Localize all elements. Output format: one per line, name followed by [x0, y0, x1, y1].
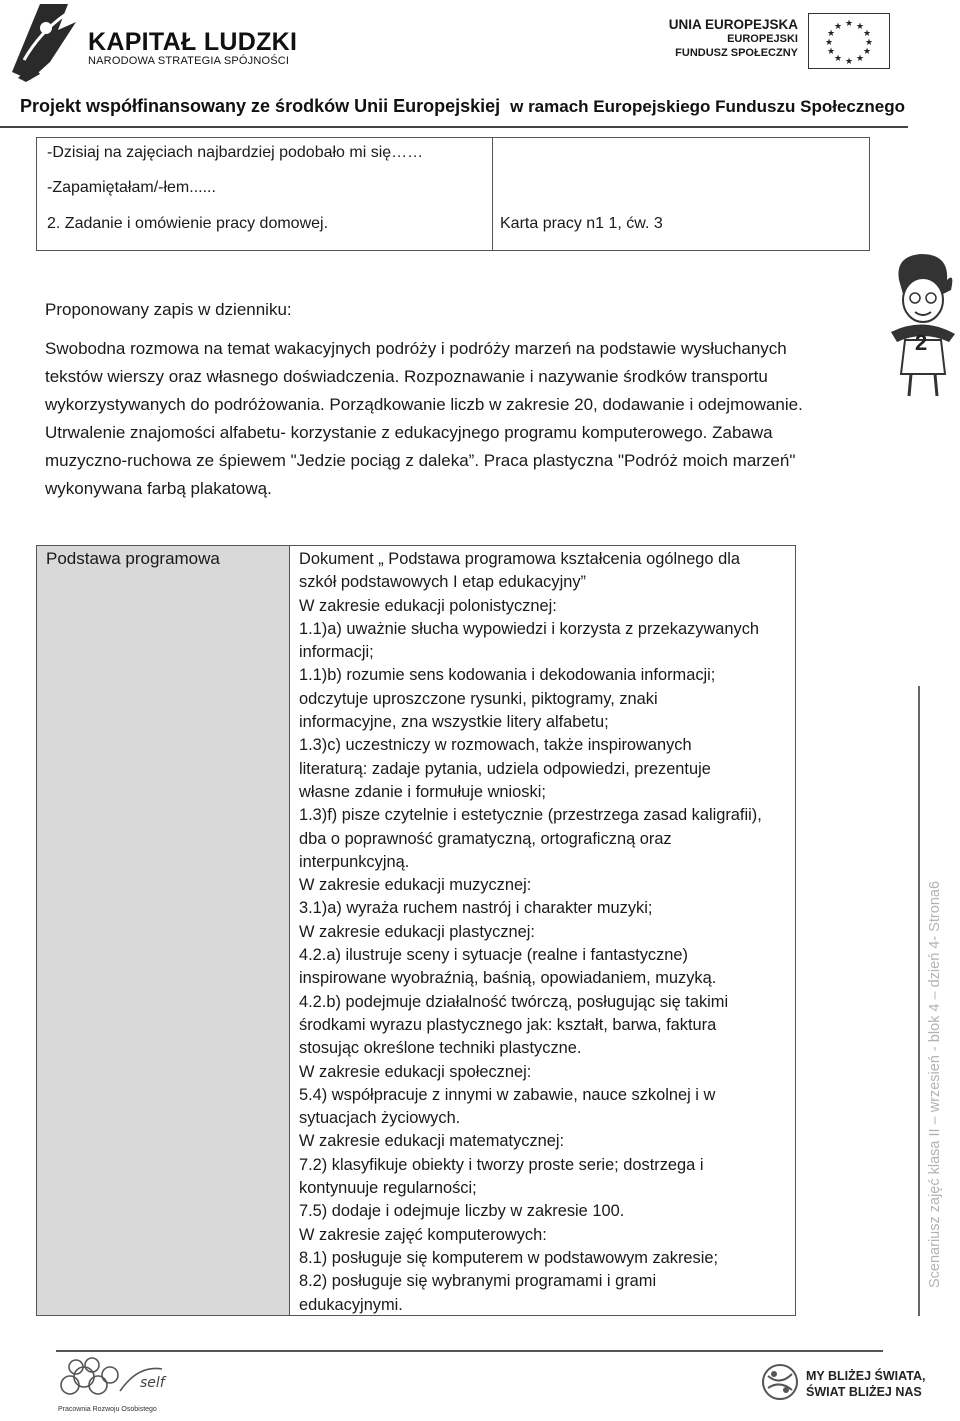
svg-text:★: ★	[862, 29, 872, 39]
brand-subtitle: NARODOWA STRATEGIA SPÓJNOŚCI	[88, 55, 290, 67]
curriculum-line: 5.4) współpracuje z innymi w zabawie, nauce szkolnej i w	[299, 1085, 716, 1104]
curriculum-line: 8.1) posługuje się komputerem w podstawowym zakresie;	[299, 1248, 719, 1267]
curriculum-line: kontynuuje regularności;	[299, 1179, 477, 1198]
svg-text:★: ★	[826, 47, 836, 57]
summary-line-3: 2. Zadanie i omówienie pracy domowej.	[47, 215, 329, 232]
curriculum-line: Dokument „ Podstawa programowa kształcenia ogólnego dla	[299, 550, 740, 568]
eu-line-3: FUNDUSZ SPOŁECZNY	[675, 47, 798, 59]
project-line-part-1: Projekt współfinansowany ze środków Unii Europejskiej	[20, 96, 501, 116]
curriculum-line: edukacyjnymi.	[299, 1295, 403, 1314]
curriculum-line: 7.2) klasyfikuje obiekty i tworzy proste serie; dostrzega i	[299, 1155, 704, 1174]
curriculum-line: 3.1)a) wyraża ruchem nastrój i charakter muzyki;	[299, 899, 653, 918]
svg-text:★: ★	[855, 54, 865, 64]
journal-line: Swobodna rozmowa na temat wakacyjnych podróży i podróży marzeń na podstawie wysłuchanych	[45, 339, 787, 358]
curriculum-table	[36, 545, 796, 1316]
campaign-slogan	[806, 1368, 925, 1400]
svg-text:★: ★	[855, 22, 865, 32]
curriculum-line: 7.5) dodaje i odejmuje liczby w zakresie 100.	[299, 1202, 625, 1221]
kapital-ludzki-logo	[10, 2, 78, 82]
journal-line: Utrwalenie znajomości alfabetu- korzystanie z edukacyjnego programu komputerowego. Zabawa	[45, 423, 773, 442]
svg-text:★: ★	[844, 57, 854, 67]
curriculum-line: literaturą: zadaje pytania, udziela odpowiedzi, prezentuje	[299, 759, 711, 778]
svg-text:★: ★	[833, 54, 843, 64]
curriculum-line: sytuacjach życiowych.	[299, 1109, 461, 1128]
project-cofinancing-line	[20, 96, 905, 117]
curriculum-line: W zakresie edukacji matematycznej:	[299, 1132, 565, 1151]
curriculum-line: środkami wyrazu plastycznego jak: kształt, barwa, faktura	[299, 1015, 717, 1034]
svg-text:self: self	[140, 1375, 165, 1391]
curriculum-line: W zakresie edukacji muzycznej:	[299, 876, 532, 895]
brand-title: KAPITAŁ LUDZKI	[88, 28, 298, 56]
curriculum-line: dba o poprawność gramatyczną, ortograficzną oraz	[299, 829, 672, 848]
summary-box-divider	[492, 138, 493, 250]
curriculum-line: inspirowane wyobraźnią, baśnią, opowiadaniem, muzyką.	[299, 969, 717, 988]
svg-text:★: ★	[844, 19, 854, 29]
side-divider	[918, 686, 920, 1316]
curriculum-line: 4.2.a) ilustruje sceny i sytuacje (realne i fantastyczne)	[299, 946, 688, 965]
curriculum-line: własne zdanie i formułuje wnioski;	[299, 782, 546, 801]
curriculum-line: W zakresie edukacji społecznej:	[299, 1062, 532, 1081]
curriculum-line: stosując określone techniki plastyczne.	[299, 1039, 582, 1058]
svg-text:★: ★	[862, 47, 872, 57]
journal-entry	[45, 335, 845, 503]
project-line-part-2: w ramach Europejskiego Funduszu Społecznego	[510, 97, 905, 116]
summary-line-1: -Dzisiaj na zajęciach najbardziej podobało mi się……	[47, 144, 424, 161]
curriculum-line: informacyjne, zna wszystkie litery alfabetu;	[299, 713, 609, 732]
curriculum-line: W zakresie zajęć komputerowych:	[299, 1225, 547, 1244]
eu-line-2: EUROPEJSKI	[727, 33, 798, 45]
mascot-number: 2	[915, 330, 928, 355]
globe-icon	[760, 1362, 800, 1402]
curriculum-line: 1.1)a) uważnie słucha wypowiedzi i korzysta z przekazywanych	[299, 619, 760, 638]
curriculum-line: 1.3)f) pisze czytelnie i estetycznie (przestrzega zasad kaligrafii),	[299, 806, 762, 825]
curriculum-line: 1.1)b) rozumie sens kodowania i dekodowania informacji;	[299, 666, 716, 685]
slogan-line-1: MY BLIŻEJ ŚWIATA,	[806, 1369, 926, 1383]
curriculum-line: 4.2.b) podejmuje działalność twórczą, posługując się takimi	[299, 992, 729, 1011]
svg-text:★: ★	[826, 29, 836, 39]
eu-fund-text	[669, 18, 798, 60]
journal-line: muzyczno-ruchowa ze śpiewem "Jedzie pociąg z daleka”. Praca plastyczna "Podróż moich marzeń"	[45, 451, 796, 470]
svg-text:★: ★	[864, 38, 874, 48]
worksheet-reference: Karta pracy n1 1, ćw. 3	[500, 215, 663, 232]
journal-line: wykonywana farbą plakatową.	[45, 479, 272, 498]
curriculum-line: odczytuje uproszczone rysunki, piktogramy, znaki	[299, 689, 658, 708]
eu-line-1: UNIA EUROPEJSKA	[668, 17, 798, 32]
curriculum-line: informacji;	[299, 643, 374, 662]
curriculum-line: szkół podstawowych I etap edukacyjny”	[299, 573, 586, 592]
journal-line: tekstów wierszy oraz własnego doświadczenia. Rozpoznawanie i nazywanie środków transportu	[45, 367, 768, 386]
summary-line-2: -Zapamiętałam/-łem......	[47, 179, 216, 196]
journal-line: wykorzystywanych do podróżowania. Porządkowanie liczb w zakresie 20, dodawanie i odejmowanie.	[45, 395, 803, 414]
footer-divider	[56, 1350, 883, 1352]
svg-text:★: ★	[833, 22, 843, 32]
curriculum-line: W zakresie edukacji polonistycznej:	[299, 596, 557, 615]
eu-flag-icon	[808, 13, 890, 69]
page-side-caption: Scenariusz zajęć klasa II – wrzesień - blok 4 – dzień 4- Strona6	[927, 880, 943, 1288]
curriculum-line: interpunkcyjną.	[299, 852, 410, 871]
side-caption-wrap	[921, 686, 949, 1316]
slogan-line-2: ŚWIAT BLIŻEJ NAS	[806, 1385, 922, 1399]
header-divider	[0, 126, 908, 128]
curriculum-content-cell	[299, 548, 791, 1317]
svg-text:★: ★	[824, 38, 834, 48]
mascot-illustration	[885, 250, 960, 400]
curriculum-line: 8.2) posługuje się wybranymi programami i grami	[299, 1272, 657, 1291]
summary-box	[36, 137, 870, 251]
self-caption: Pracownia Rozwoju Osobistego	[58, 1406, 157, 1413]
journal-heading: Proponowany zapis w dzienniku:	[45, 300, 292, 319]
curriculum-line: 1.3)c) uczestniczy w rozmowach, także inspirowanych	[299, 736, 692, 755]
curriculum-label: Podstawa programowa	[46, 549, 220, 568]
curriculum-line: W zakresie edukacji plastycznej:	[299, 922, 535, 941]
curriculum-label-cell	[37, 546, 290, 1315]
